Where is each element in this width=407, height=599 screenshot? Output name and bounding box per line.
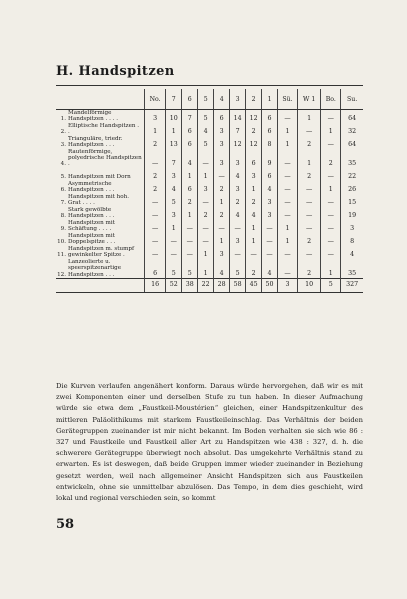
row-label-text: Handspitzen mit hoh. Grat . . . . — [68, 194, 129, 207]
table-cell: 2 — [321, 149, 341, 168]
column-header: Su. — [341, 89, 363, 110]
table-cell: — — [297, 181, 321, 194]
row-label-text: Lanzeolierte u. speerspitzenartige Handspitzen . . . — [68, 259, 122, 278]
table-row — [56, 181, 363, 194]
table-cell: 6 — [262, 110, 278, 124]
row-label-text: Trianguläre, triedr. Handspitzen . . . — [68, 136, 123, 149]
row-label — [56, 181, 145, 194]
table-cell: 1 — [198, 259, 214, 279]
row-label — [56, 259, 145, 279]
total-cell: 16 — [145, 279, 166, 293]
table-cell: 22 — [341, 168, 363, 181]
column-header: Sü. — [278, 89, 298, 110]
row-number: 7. — [60, 200, 66, 207]
table-cell: 6 — [145, 259, 166, 279]
table-cell: — — [198, 233, 214, 246]
table-cell: — — [278, 110, 298, 124]
table-cell: 6 — [182, 136, 198, 149]
table-cell: 3 — [198, 181, 214, 194]
table-cell: 2 — [214, 181, 230, 194]
table-cell: 1 — [297, 110, 321, 124]
table-cell: 1 — [321, 259, 341, 279]
table-cell: 3 — [214, 246, 230, 259]
row-number: 3. — [60, 142, 66, 149]
totals-label — [56, 279, 145, 293]
total-cell: 58 — [230, 279, 246, 293]
table-cell: — — [321, 194, 341, 207]
table-cell: 1 — [166, 123, 182, 136]
table-row — [56, 220, 363, 233]
section-title: H. Handspitzen — [56, 64, 175, 79]
table-cell: 1 — [166, 220, 182, 233]
table-cell: 13 — [166, 136, 182, 149]
table-cell: — — [278, 259, 298, 279]
table-cell: — — [278, 181, 298, 194]
total-cell: 45 — [246, 279, 262, 293]
table-cell: 6 — [182, 123, 198, 136]
table-cell: — — [278, 246, 298, 259]
table-cell: 1 — [246, 233, 262, 246]
table-row — [56, 233, 363, 246]
table-cell: 6 — [262, 168, 278, 181]
row-label — [56, 220, 145, 233]
table-cell: — — [321, 207, 341, 220]
table-cell: 2 — [297, 168, 321, 181]
table-cell: 7 — [166, 149, 182, 168]
body-paragraph: Die Kurven verlaufen angenähert konform. Daraus würde hervorgehen, daß wir es mit zwei Komponenten einer und derselben Stufe zu tun haben. In dieser Aufmachung würde sie etwa dem „Faustkeil-Moustérien“ gleichen, einer Handspitzenkultur des mittleren Paläolithikums mit starkem Faustkeileinschlag. Das Verhältnis der beiden Gerätegruppen zueinander ist mir nicht bekannt. Im Boden verhalten sie sich wie 86 : 327 und Faustkeile und Faustkeil aller Art zu Handspitzen wie 438 : 327, d. h. die schwerere Gerätegruppe überwiegt noch absolut. Das umgekehrte Verhältnis stand zu erwarten. Es ist deswegen, daß beide Gruppen immer wieder zueinander in Beziehung gesetzt werden, weil nach allgemeiner Ansicht Handspitzen sich aus Faustkeilen entwickeln, ohne sie unmittelbar abzulösen. Das Tempo, in dem dies geschieht, wird lokal und regional verschieden sein, so kommt — [56, 382, 363, 503]
table-cell: 2 — [297, 233, 321, 246]
table-cell: 3 — [246, 168, 262, 181]
table-cell: 1 — [278, 220, 298, 233]
table-row — [56, 246, 363, 259]
table-cell: 1 — [182, 207, 198, 220]
table-cell: 12 — [246, 136, 262, 149]
table-cell: — — [214, 220, 230, 233]
row-number: 6. — [60, 187, 66, 194]
table-cell: 1 — [198, 168, 214, 181]
total-cell: 50 — [262, 279, 278, 293]
total-cell: 3 — [278, 279, 298, 293]
table-cell: 8 — [262, 136, 278, 149]
column-header: 7 — [166, 89, 182, 110]
table-cell: — — [182, 246, 198, 259]
row-label — [56, 207, 145, 220]
table-cell: 2 — [246, 123, 262, 136]
table-cell: — — [321, 246, 341, 259]
row-label-text: Mandelförmige Handspitzen . . . . — [68, 110, 118, 123]
column-header: 5 — [198, 89, 214, 110]
table-cell: 1 — [278, 233, 298, 246]
row-number: 8. — [60, 213, 66, 220]
totals-row — [56, 279, 363, 293]
table-cell: — — [278, 149, 298, 168]
table-cell: 2 — [145, 181, 166, 194]
row-label — [56, 246, 145, 259]
table-cell: 3 — [262, 194, 278, 207]
table-cell: 5 — [230, 259, 246, 279]
total-cell: 22 — [198, 279, 214, 293]
row-label-text: Stark gewölbte Handspitzen . . . — [68, 207, 115, 220]
row-number: 9. — [60, 226, 66, 233]
column-header: 4 — [214, 89, 230, 110]
table-cell: 2 — [246, 194, 262, 207]
total-cell: 327 — [341, 279, 363, 293]
row-label — [56, 233, 145, 246]
total-cell: 10 — [297, 279, 321, 293]
table-cell: — — [246, 246, 262, 259]
table-cell: — — [214, 168, 230, 181]
table-cell: 4 — [262, 181, 278, 194]
total-cell: 5 — [321, 279, 341, 293]
column-header: 1 — [262, 89, 278, 110]
row-number: 4. — [60, 161, 66, 168]
table-cell: 3 — [166, 207, 182, 220]
table-row — [56, 149, 363, 168]
row-label-text: Asymmetrische Handspitzen . . . — [68, 181, 115, 194]
table-cell: 7 — [182, 110, 198, 124]
table-cell: — — [198, 194, 214, 207]
table-row — [56, 110, 363, 124]
table-row — [56, 168, 363, 181]
table-cell: 3 — [230, 149, 246, 168]
table-cell: — — [297, 207, 321, 220]
table-cell: — — [262, 233, 278, 246]
table-cell: 64 — [341, 136, 363, 149]
table-cell: — — [297, 194, 321, 207]
row-number: 12. — [57, 271, 66, 278]
table-row — [56, 194, 363, 207]
table-cell: 2 — [214, 207, 230, 220]
row-label-text: Rautenförmige, polyedrische Handspitzen . — [68, 149, 142, 168]
data-table — [56, 89, 363, 293]
column-header: Bo. — [321, 89, 341, 110]
table-cell: — — [321, 110, 341, 124]
table-cell: 3 — [214, 149, 230, 168]
total-cell: 28 — [214, 279, 230, 293]
table-cell: 2 — [230, 194, 246, 207]
table-cell: — — [297, 123, 321, 136]
table-cell: — — [145, 233, 166, 246]
table-cell: — — [262, 246, 278, 259]
table-cell: 12 — [230, 136, 246, 149]
table-cell: 4 — [198, 123, 214, 136]
table-cell: — — [297, 220, 321, 233]
row-label-text: Handspitzen mit Dorn — [68, 174, 131, 181]
table-row — [56, 136, 363, 149]
table-cell: 3 — [262, 207, 278, 220]
table-cell: 1 — [198, 246, 214, 259]
table-cell: 5 — [166, 194, 182, 207]
table-cell: — — [321, 233, 341, 246]
table-row — [56, 207, 363, 220]
row-number: 5. — [60, 174, 66, 181]
table-header-row — [56, 89, 363, 110]
table-cell: 3 — [341, 220, 363, 233]
table-cell: — — [145, 246, 166, 259]
table-cell: — — [182, 233, 198, 246]
table-cell: — — [297, 246, 321, 259]
table-cell: 1 — [321, 123, 341, 136]
row-label-text: Handspitzen m. stumpf gewinkelter Spitze . — [68, 246, 135, 259]
table-cell: — — [278, 194, 298, 207]
table-cell: 35 — [341, 149, 363, 168]
table-cell: 5 — [182, 259, 198, 279]
table-cell: 4 — [341, 246, 363, 259]
table-cell: 3 — [230, 181, 246, 194]
table-cell: — — [198, 149, 214, 168]
table-cell: 2 — [297, 136, 321, 149]
table-cell: 35 — [341, 259, 363, 279]
table-cell: 26 — [341, 181, 363, 194]
label-header — [56, 89, 145, 110]
table-cell: 64 — [341, 110, 363, 124]
column-header: 6 — [182, 89, 198, 110]
row-label-text: Handspitzen mit Doppelspitze . . . — [68, 233, 116, 246]
table-cell: 3 — [214, 136, 230, 149]
table-cell: — — [166, 233, 182, 246]
table-cell: 1 — [145, 123, 166, 136]
table-cell: 2 — [246, 259, 262, 279]
table-cell: 4 — [246, 207, 262, 220]
table-cell: — — [321, 136, 341, 149]
table-cell: — — [145, 207, 166, 220]
table-cell: 10 — [166, 110, 182, 124]
table-cell: — — [321, 220, 341, 233]
table-cell: — — [145, 220, 166, 233]
table-cell: — — [278, 168, 298, 181]
table-cell: 9 — [262, 149, 278, 168]
table-cell: 7 — [230, 123, 246, 136]
table-cell: 1 — [297, 149, 321, 168]
body-text — [56, 381, 363, 504]
table-cell: 4 — [166, 181, 182, 194]
table-cell: 1 — [278, 123, 298, 136]
table-cell: 1 — [182, 168, 198, 181]
table-cell: 2 — [182, 194, 198, 207]
table-cell: — — [278, 207, 298, 220]
title-rule — [56, 85, 363, 86]
table-cell: 3 — [230, 233, 246, 246]
table-cell: 1 — [246, 181, 262, 194]
column-header: No. — [145, 89, 166, 110]
column-header: 2 — [246, 89, 262, 110]
table-cell: — — [166, 246, 182, 259]
table-cell: 6 — [246, 149, 262, 168]
table-cell: 8 — [341, 233, 363, 246]
page-number: 58 — [56, 517, 75, 532]
table-cell: 1 — [214, 233, 230, 246]
table-cell: 14 — [230, 110, 246, 124]
table-cell: 5 — [198, 110, 214, 124]
table-cell: 2 — [145, 168, 166, 181]
row-label — [56, 168, 145, 181]
table-cell: 4 — [230, 207, 246, 220]
table-cell: — — [198, 220, 214, 233]
table-cell: 4 — [214, 259, 230, 279]
table-cell: 1 — [278, 136, 298, 149]
table-cell: 3 — [214, 123, 230, 136]
row-label-text: Handspitzen mit Schäftung . . . . — [68, 220, 115, 233]
table-cell: — — [145, 194, 166, 207]
table-cell: — — [262, 220, 278, 233]
table-cell: 1 — [246, 220, 262, 233]
table-cell: 12 — [246, 110, 262, 124]
row-label — [56, 110, 145, 124]
table-cell: 1 — [214, 194, 230, 207]
table-cell: 4 — [262, 259, 278, 279]
table-cell: 15 — [341, 194, 363, 207]
table-cell: 19 — [341, 207, 363, 220]
table-cell: — — [321, 168, 341, 181]
row-number: 2. — [60, 129, 66, 136]
table-cell: 6 — [262, 123, 278, 136]
total-cell: 38 — [182, 279, 198, 293]
table-cell: 3 — [145, 110, 166, 124]
table-row — [56, 259, 363, 279]
column-header: 3 — [230, 89, 246, 110]
table-row — [56, 123, 363, 136]
row-label — [56, 149, 145, 168]
row-number: 11. — [57, 252, 66, 259]
row-label — [56, 123, 145, 136]
table-cell: 2 — [198, 207, 214, 220]
table-cell: 6 — [214, 110, 230, 124]
table-cell: — — [230, 220, 246, 233]
table-cell: 6 — [182, 181, 198, 194]
row-number: 10. — [57, 239, 66, 246]
column-header: W 1 — [297, 89, 321, 110]
table-cell: 5 — [166, 259, 182, 279]
table-cell: 1 — [321, 181, 341, 194]
total-cell: 52 — [166, 279, 182, 293]
row-label — [56, 194, 145, 207]
table-cell: — — [230, 246, 246, 259]
table-cell: 4 — [182, 149, 198, 168]
table-cell: 2 — [145, 136, 166, 149]
table-cell: 4 — [230, 168, 246, 181]
table-cell: 2 — [297, 259, 321, 279]
table-cell: 5 — [198, 136, 214, 149]
row-label — [56, 136, 145, 149]
table-cell: — — [145, 149, 166, 168]
table-cell: 3 — [166, 168, 182, 181]
row-number: 1. — [60, 116, 66, 123]
table-cell: 32 — [341, 123, 363, 136]
row-label-text: Elliptische Handspitzen . . — [68, 123, 140, 136]
table-cell: — — [182, 220, 198, 233]
